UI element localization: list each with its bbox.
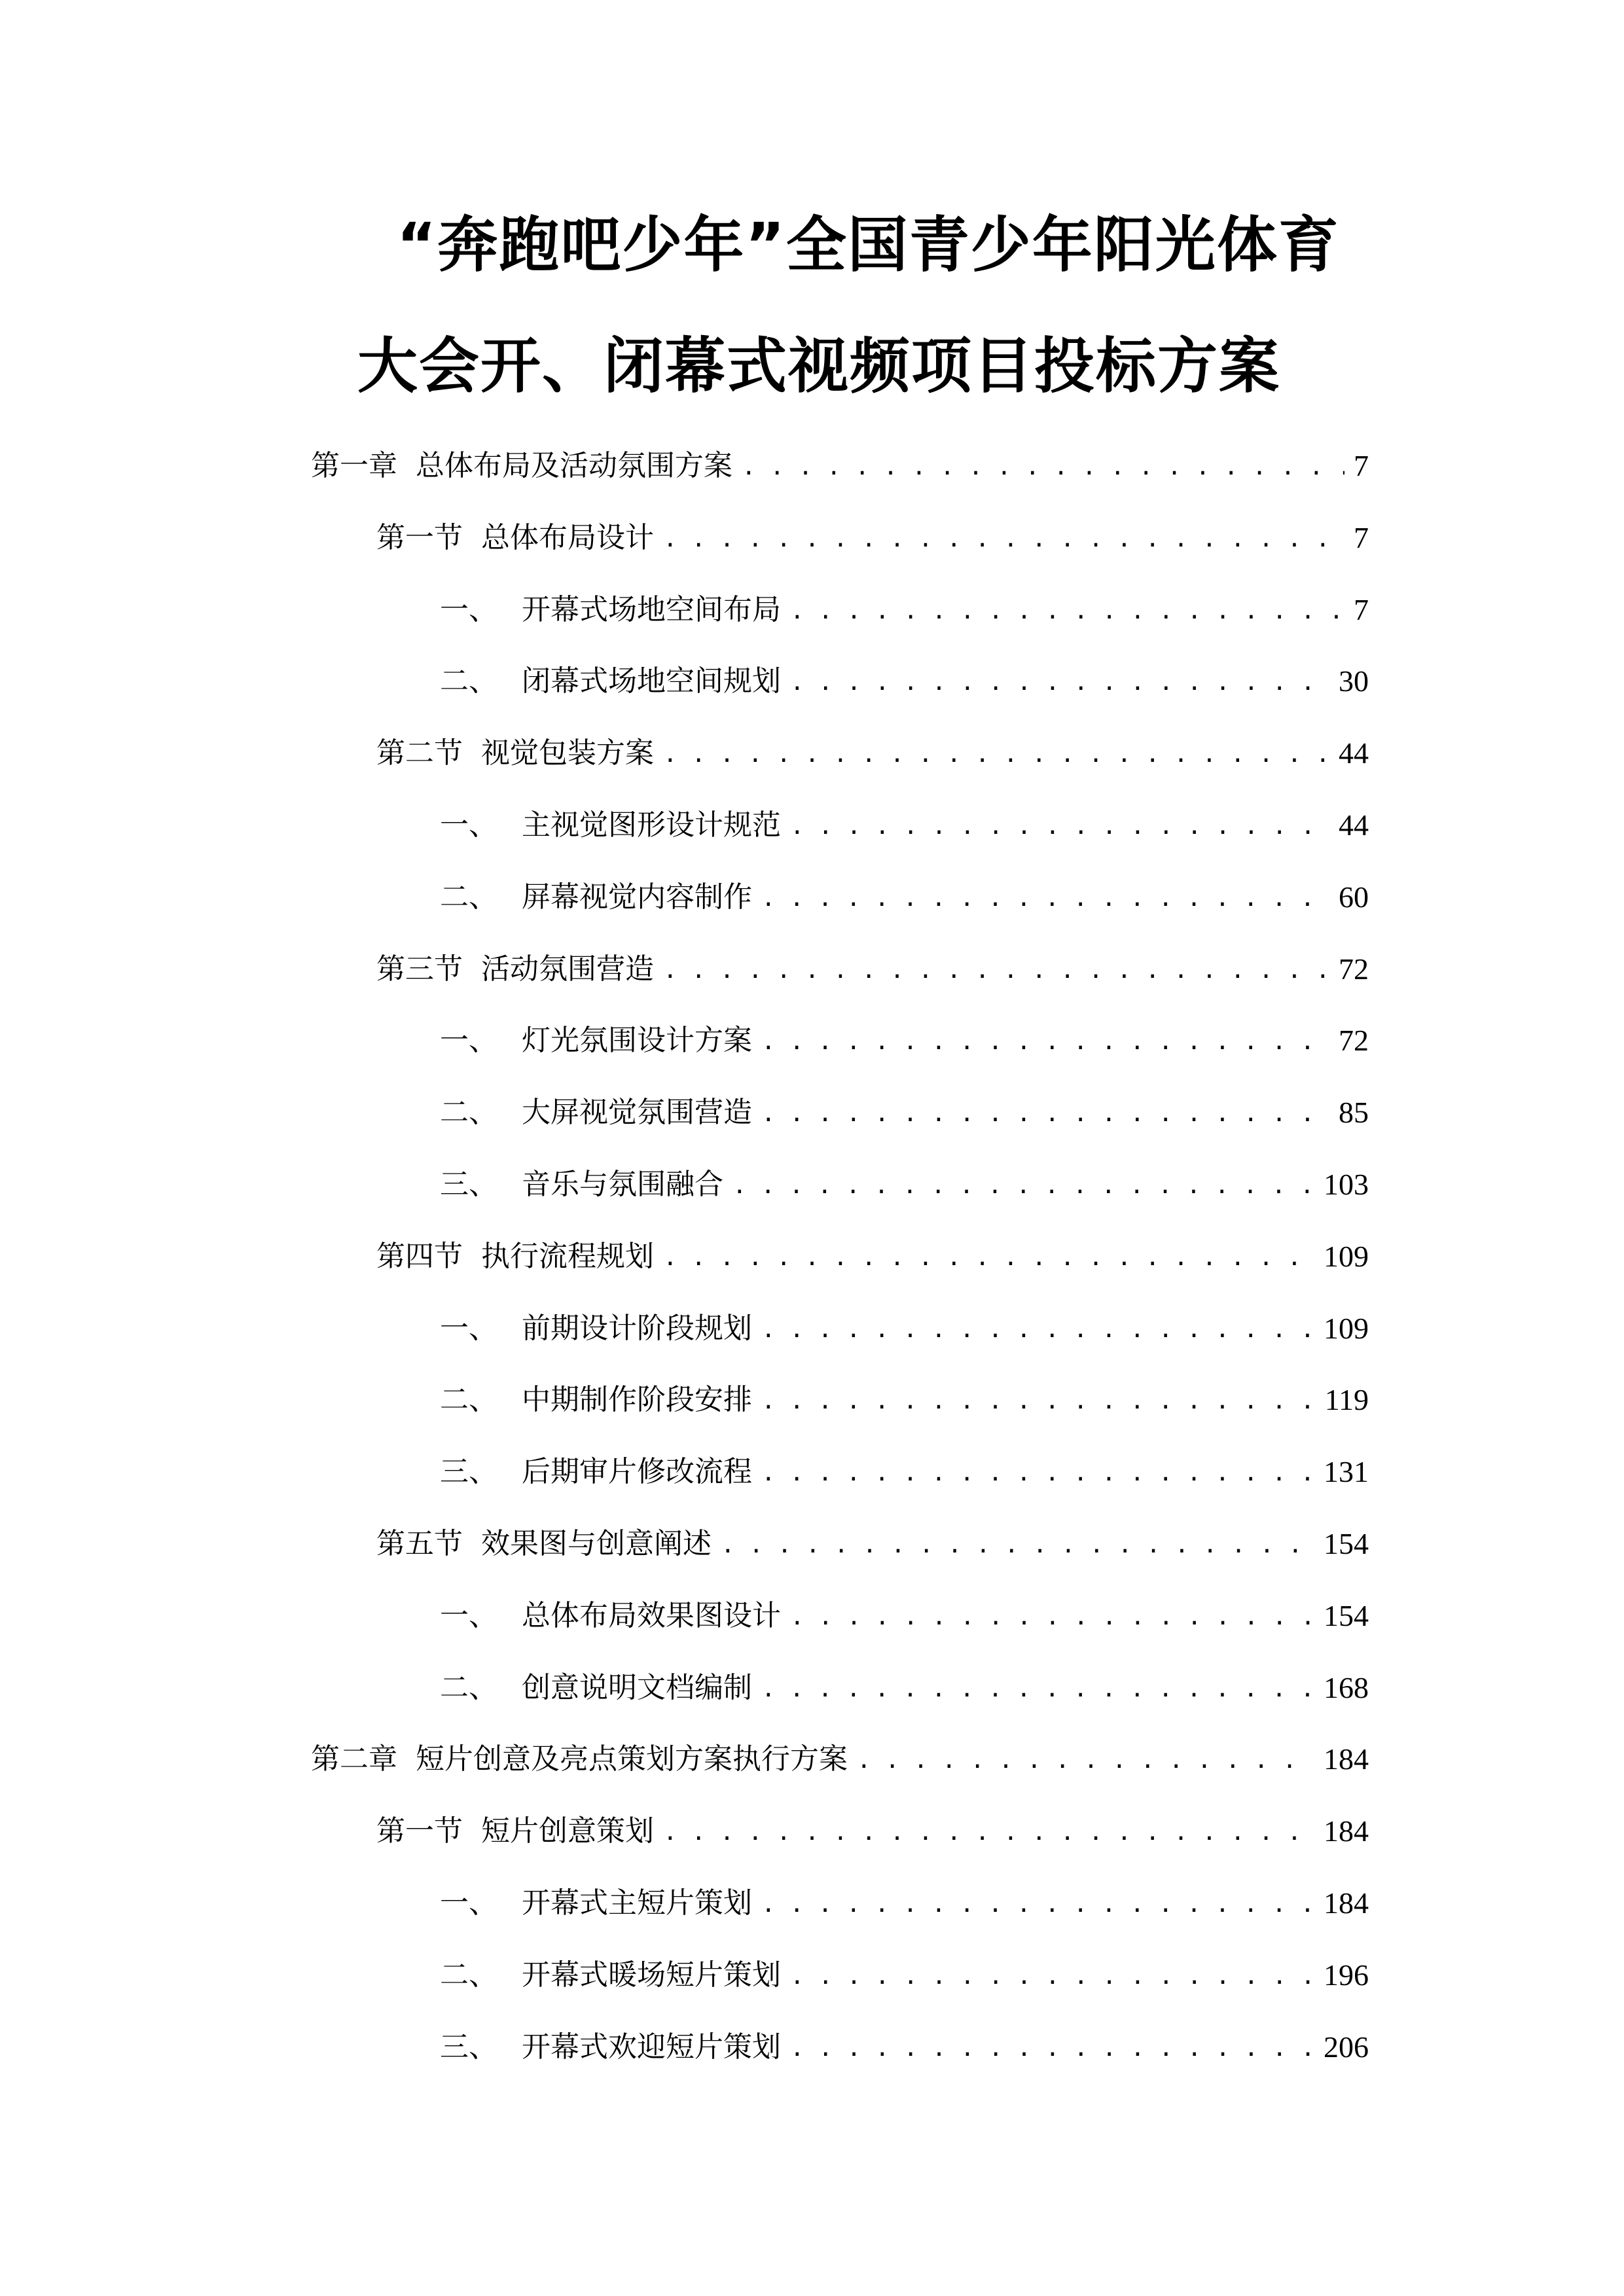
toc-entry-number: 第二节 — [376, 736, 463, 770]
toc-entry-title: 音乐与氛围融合 — [522, 1168, 723, 1201]
toc-entry-title: 开幕式场地空间布局 — [522, 593, 781, 626]
toc-entry[interactable] — [311, 1738, 1369, 1780]
toc-entry[interactable] — [440, 660, 1369, 702]
toc-entry-title: 短片创意策划 — [481, 1814, 654, 1848]
toc-dot-leader — [790, 807, 1329, 846]
toc-entry-page-number: 103 — [1324, 1168, 1369, 1201]
toc-entry-number: 三、 — [440, 1455, 497, 1488]
toc-dot-leader — [790, 1598, 1314, 1637]
toc-entry-label — [440, 1164, 723, 1206]
toc-entry-label — [440, 660, 781, 702]
toc-entry-label — [440, 1954, 781, 1996]
toc-entry-number: 二、 — [440, 1096, 497, 1129]
toc-entry-page-number: 154 — [1324, 1527, 1369, 1560]
toc-entry-page-number: 109 — [1324, 1312, 1369, 1345]
toc-entry[interactable] — [376, 1236, 1369, 1278]
toc-entry-page-number: 44 — [1339, 808, 1369, 842]
toc-entry-title: 短片创意及亮点策划方案执行方案 — [416, 1742, 848, 1776]
toc-entry-number: 第一章 — [311, 449, 397, 482]
toc-entry[interactable] — [376, 1523, 1369, 1565]
toc-entry-label — [440, 1020, 752, 1062]
toc-dot-leader — [742, 448, 1344, 487]
toc-entry[interactable] — [440, 876, 1369, 918]
toc-entry-number: 第四节 — [376, 1240, 463, 1273]
toc-entry-number: 二、 — [440, 664, 497, 698]
toc-dot-leader — [761, 1310, 1314, 1350]
toc-entry[interactable] — [311, 445, 1369, 487]
document-title-line-1: “奔跑吧少年”全国青少年阳光体育 — [397, 210, 1340, 280]
toc-entry-title: 创意说明文档编制 — [522, 1671, 752, 1704]
toc-dot-leader — [761, 1454, 1314, 1493]
toc-entry-title: 开幕式暖场短片策划 — [522, 1958, 781, 1992]
toc-entry-number: 二、 — [440, 1671, 497, 1704]
toc-dot-leader — [790, 2029, 1314, 2068]
toc-entry[interactable] — [440, 1379, 1369, 1421]
toc-entry-number: 第一节 — [376, 1814, 463, 1848]
toc-entry-label — [376, 1236, 654, 1278]
toc-entry-number: 第五节 — [376, 1527, 463, 1560]
toc-entry[interactable] — [376, 517, 1369, 559]
toc-entry-page-number: 119 — [1324, 1383, 1369, 1416]
toc-entry-number: 二、 — [440, 1383, 497, 1416]
toc-dot-leader — [761, 1382, 1316, 1421]
toc-entry-number: 一、 — [440, 1024, 497, 1057]
toc-entry-label — [440, 1308, 752, 1350]
toc-entry-page-number: 85 — [1339, 1096, 1369, 1129]
toc-dot-leader — [721, 1526, 1314, 1565]
toc-entry[interactable] — [440, 1595, 1369, 1637]
toc-entry-number: 三、 — [440, 2030, 497, 2064]
toc-entry-number: 一、 — [440, 808, 497, 842]
toc-dot-leader — [761, 879, 1329, 918]
toc-entry-number: 一、 — [440, 1599, 497, 1632]
toc-entry-page-number: 44 — [1339, 736, 1369, 770]
toc-entry-title: 灯光氛围设计方案 — [522, 1024, 752, 1057]
toc-dot-leader — [790, 663, 1329, 702]
toc-entry[interactable] — [376, 1810, 1369, 1852]
toc-entry-page-number: 7 — [1354, 449, 1369, 482]
toc-entry-label — [376, 1810, 654, 1852]
toc-entry-number: 三、 — [440, 1168, 497, 1201]
toc-dot-leader — [857, 1741, 1314, 1780]
toc-entry-title: 总体布局效果图设计 — [522, 1599, 781, 1632]
toc-entry-number: 第二章 — [311, 1742, 397, 1776]
toc-entry[interactable] — [376, 948, 1369, 990]
toc-entry-page-number: 154 — [1324, 1599, 1369, 1632]
toc-entry[interactable] — [440, 589, 1369, 631]
toc-entry-label — [376, 517, 654, 559]
toc-entry-title: 大屏视觉氛围营造 — [522, 1096, 752, 1129]
toc-entry-number: 一、 — [440, 1886, 497, 1920]
toc-entry-page-number: 60 — [1339, 880, 1369, 914]
toc-dot-leader — [790, 1957, 1314, 1996]
toc-entry-page-number: 109 — [1324, 1240, 1369, 1273]
toc-entry[interactable] — [440, 804, 1369, 846]
toc-entry-label — [440, 1595, 781, 1637]
toc-entry-label — [376, 732, 654, 774]
toc-entry-label — [440, 2026, 781, 2068]
toc-dot-leader — [663, 735, 1329, 774]
toc-dot-leader — [761, 1885, 1314, 1924]
toc-entry-label — [311, 445, 732, 487]
toc-entry[interactable] — [440, 1954, 1369, 1996]
toc-entry-title: 视觉包装方案 — [481, 736, 654, 770]
toc-entry-label — [440, 1667, 752, 1709]
toc-entry-label — [440, 804, 781, 846]
toc-entry[interactable] — [440, 1308, 1369, 1350]
toc-entry[interactable] — [440, 1882, 1369, 1924]
toc-entry-label — [440, 1882, 752, 1924]
toc-entry-page-number: 72 — [1339, 952, 1369, 986]
toc-entry-title: 效果图与创意阐述 — [481, 1527, 712, 1560]
toc-dot-leader — [663, 1813, 1314, 1852]
toc-entry-label — [440, 1092, 752, 1134]
toc-entry-title: 开幕式欢迎短片策划 — [522, 2030, 781, 2064]
toc-entry-title: 中期制作阶段安排 — [522, 1383, 752, 1416]
toc-dot-leader — [663, 520, 1344, 559]
toc-entry-title: 开幕式主短片策划 — [522, 1886, 752, 1920]
toc-entry-title: 主视觉图形设计规范 — [522, 808, 781, 842]
toc-entry-title: 前期设计阶段规划 — [522, 1312, 752, 1345]
toc-entry-label — [440, 589, 781, 631]
toc-entry-title: 后期审片修改流程 — [522, 1455, 752, 1488]
toc-entry-title: 屏幕视觉内容制作 — [522, 880, 752, 914]
toc-entry-title: 执行流程规划 — [481, 1240, 654, 1273]
toc-entry[interactable] — [440, 1092, 1369, 1134]
toc-entry-page-number: 196 — [1324, 1958, 1369, 1992]
toc-entry-number: 二、 — [440, 880, 497, 914]
toc-entry-number: 一、 — [440, 593, 497, 626]
toc-dot-leader — [761, 1022, 1329, 1062]
toc-entry[interactable] — [376, 732, 1369, 774]
toc-entry-label — [440, 876, 752, 918]
toc-entry-number: 第一节 — [376, 521, 463, 554]
toc-entry-page-number: 131 — [1324, 1455, 1369, 1488]
toc-dot-leader — [790, 592, 1344, 631]
toc-entry-label — [311, 1738, 848, 1780]
toc-entry-page-number: 184 — [1324, 1814, 1369, 1848]
toc-entry-number: 第三节 — [376, 952, 463, 986]
toc-entry-number: 二、 — [440, 1958, 497, 1992]
toc-entry-number: 一、 — [440, 1312, 497, 1345]
toc-entry-page-number: 206 — [1324, 2030, 1369, 2064]
toc-entry[interactable] — [440, 1451, 1369, 1493]
toc-dot-leader — [761, 1670, 1314, 1709]
toc-entry-title: 总体布局及活动氛围方案 — [416, 449, 732, 482]
toc-entry[interactable] — [440, 2026, 1369, 2068]
toc-entry-title: 活动氛围营造 — [481, 952, 654, 986]
toc-entry-title: 闭幕式场地空间规划 — [522, 664, 781, 698]
toc-dot-leader — [761, 1094, 1329, 1134]
document-title-line-2: 大会开、闭幕式视频项目投标方案 — [357, 331, 1281, 401]
toc-entry-label — [376, 1523, 712, 1565]
toc-entry-page-number: 184 — [1324, 1742, 1369, 1776]
toc-entry-label — [440, 1379, 752, 1421]
toc-entry[interactable] — [440, 1667, 1369, 1709]
toc-dot-leader — [663, 951, 1329, 990]
toc-entry-page-number: 7 — [1354, 521, 1369, 554]
toc-entry-label — [376, 948, 654, 990]
toc-entry[interactable] — [440, 1164, 1369, 1206]
toc-entry-page-number: 72 — [1339, 1024, 1369, 1057]
toc-entry-page-number: 30 — [1339, 664, 1369, 698]
toc-dot-leader — [663, 1238, 1314, 1278]
toc-entry-label — [440, 1451, 752, 1493]
toc-entry-title: 总体布局设计 — [481, 521, 654, 554]
toc-entry-page-number: 184 — [1324, 1886, 1369, 1920]
toc-dot-leader — [732, 1166, 1314, 1206]
toc-entry[interactable] — [440, 1020, 1369, 1062]
toc-entry-page-number: 168 — [1324, 1671, 1369, 1704]
toc-entry-page-number: 7 — [1354, 593, 1369, 626]
